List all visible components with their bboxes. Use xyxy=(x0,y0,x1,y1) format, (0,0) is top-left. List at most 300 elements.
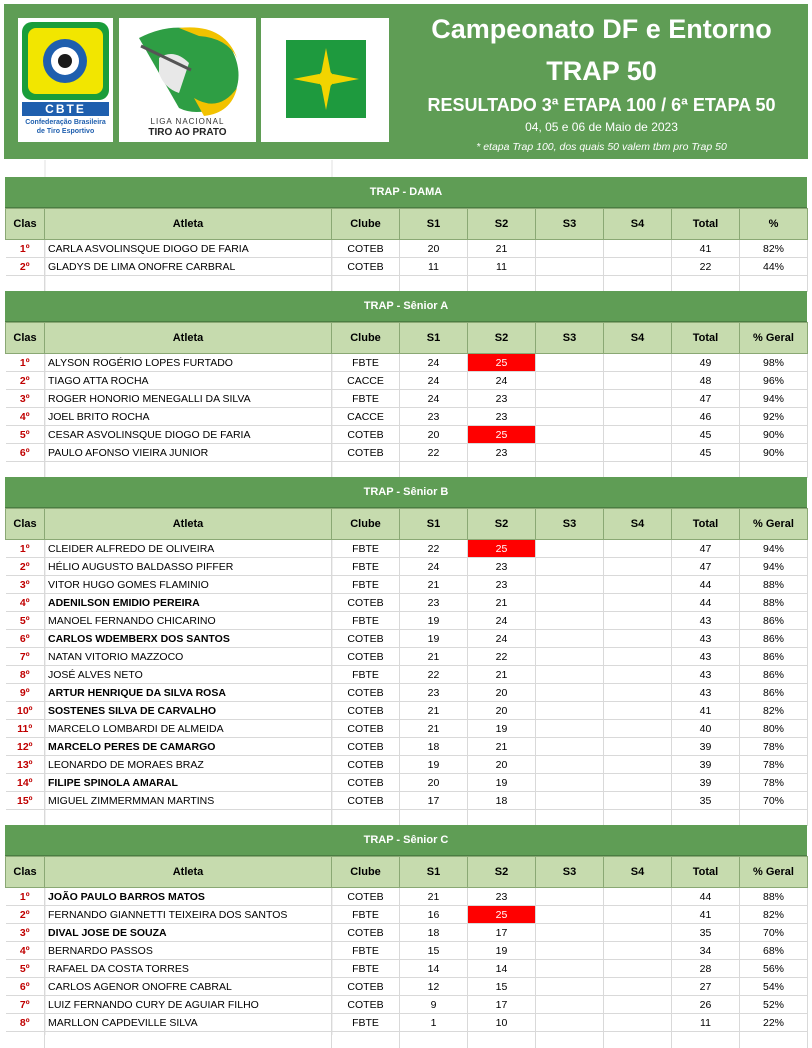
empty-cell xyxy=(740,276,808,293)
column-header: S2 xyxy=(468,209,536,240)
cell-s2: 23 xyxy=(468,444,536,462)
cell-pct: 22% xyxy=(740,1014,808,1032)
cell-s2: 19 xyxy=(468,720,536,738)
column-header: S4 xyxy=(604,857,672,888)
cell-pct: 86% xyxy=(740,648,808,666)
cell-s4 xyxy=(604,924,672,942)
table-row xyxy=(6,906,808,924)
cell-s2: 14 xyxy=(468,960,536,978)
section-title: TRAP - Sênior B xyxy=(5,477,807,508)
section-dama xyxy=(5,177,807,292)
table-row xyxy=(6,576,808,594)
table-row xyxy=(6,240,808,258)
empty-cell xyxy=(536,810,604,827)
cell-pct: 88% xyxy=(740,576,808,594)
cell-atleta: GLADYS DE LIMA ONOFRE CARBRAL xyxy=(45,258,332,276)
cell-s1: 20 xyxy=(400,240,468,258)
cell-pct: 94% xyxy=(740,390,808,408)
cell-clube: COTEB xyxy=(332,240,400,258)
cell-s4 xyxy=(604,684,672,702)
cell-s1: 24 xyxy=(400,558,468,576)
cell-total: 43 xyxy=(672,648,740,666)
cell-clas: 1º xyxy=(6,888,45,906)
cell-atleta: CARLOS AGENOR ONOFRE CABRAL xyxy=(45,978,332,996)
cell-s2: 24 xyxy=(468,630,536,648)
empty-cell xyxy=(468,276,536,293)
cell-total: 43 xyxy=(672,630,740,648)
empty-cell xyxy=(604,1032,672,1048)
cell-clas: 9º xyxy=(6,684,45,702)
cell-s1: 21 xyxy=(400,702,468,720)
cell-s4 xyxy=(604,738,672,756)
cell-total: 39 xyxy=(672,774,740,792)
cell-clas: 2º xyxy=(6,906,45,924)
cell-total: 28 xyxy=(672,960,740,978)
cell-s2: 25 xyxy=(468,426,536,444)
cell-s4 xyxy=(604,594,672,612)
section-senior-b xyxy=(5,477,807,826)
table-row xyxy=(6,666,808,684)
cell-s3 xyxy=(536,924,604,942)
column-header: S2 xyxy=(468,857,536,888)
cell-s4 xyxy=(604,258,672,276)
liga-line2: TIRO AO PRATO xyxy=(119,127,256,138)
cell-pct: 82% xyxy=(740,702,808,720)
cell-s4 xyxy=(604,372,672,390)
cell-s4 xyxy=(604,648,672,666)
cell-clas: 4º xyxy=(6,408,45,426)
table-row xyxy=(6,390,808,408)
cell-s4 xyxy=(604,720,672,738)
table-row xyxy=(6,444,808,462)
cell-clube: COTEB xyxy=(332,978,400,996)
cell-s4 xyxy=(604,630,672,648)
column-header: S3 xyxy=(536,509,604,540)
cell-s4 xyxy=(604,576,672,594)
column-header: Clube xyxy=(332,323,400,354)
cell-atleta: MARLLON CAPDEVILLE SILVA xyxy=(45,1014,332,1032)
column-header: Clas xyxy=(6,509,45,540)
table-row xyxy=(6,756,808,774)
cbte-caption-1: Confederação Brasileira xyxy=(18,119,113,126)
cell-total: 40 xyxy=(672,720,740,738)
cell-total: 34 xyxy=(672,942,740,960)
cell-clas: 6º xyxy=(6,630,45,648)
cell-atleta: ROGER HONORIO MENEGALLI DA SILVA xyxy=(45,390,332,408)
cell-s4 xyxy=(604,408,672,426)
column-header: Clube xyxy=(332,209,400,240)
cell-clube: FBTE xyxy=(332,558,400,576)
cell-s3 xyxy=(536,684,604,702)
cell-s1: 17 xyxy=(400,792,468,810)
empty-cell xyxy=(536,1032,604,1048)
empty-cell xyxy=(740,1032,808,1048)
cell-s1: 14 xyxy=(400,960,468,978)
cell-clas: 8º xyxy=(6,666,45,684)
cell-clas: 1º xyxy=(6,540,45,558)
cell-clas: 5º xyxy=(6,960,45,978)
cell-s3 xyxy=(536,1014,604,1032)
table-row xyxy=(6,978,808,996)
cell-clube: CACCE xyxy=(332,372,400,390)
column-header: S4 xyxy=(604,323,672,354)
cell-clube: COTEB xyxy=(332,720,400,738)
cell-s3 xyxy=(536,630,604,648)
cell-s2: 21 xyxy=(468,738,536,756)
cell-clube: COTEB xyxy=(332,924,400,942)
cell-total: 41 xyxy=(672,906,740,924)
cell-total: 48 xyxy=(672,372,740,390)
cell-total: 22 xyxy=(672,258,740,276)
table-header-row xyxy=(6,323,808,354)
cell-total: 49 xyxy=(672,354,740,372)
cell-total: 41 xyxy=(672,240,740,258)
cell-s2: 24 xyxy=(468,612,536,630)
column-header: Clube xyxy=(332,857,400,888)
cell-s1: 21 xyxy=(400,576,468,594)
event-date: 04, 05 e 06 de Maio de 2023 xyxy=(399,120,804,134)
column-header: S4 xyxy=(604,209,672,240)
cell-atleta: SOSTENES SILVA DE CARVALHO xyxy=(45,702,332,720)
cell-s3 xyxy=(536,978,604,996)
cell-s1: 9 xyxy=(400,996,468,1014)
cell-total: 47 xyxy=(672,558,740,576)
cell-s3 xyxy=(536,594,604,612)
spacer-row xyxy=(6,276,808,293)
cell-atleta: BERNARDO PASSOS xyxy=(45,942,332,960)
cell-clas: 2º xyxy=(6,558,45,576)
column-header: S1 xyxy=(400,509,468,540)
cell-clas: 4º xyxy=(6,942,45,960)
cell-atleta: ALYSON ROGÉRIO LOPES FURTADO xyxy=(45,354,332,372)
results-table xyxy=(5,856,808,1048)
cell-atleta: MANOEL FERNANDO CHICARINO xyxy=(45,612,332,630)
cell-clas: 14º xyxy=(6,774,45,792)
cell-total: 47 xyxy=(672,540,740,558)
cell-total: 43 xyxy=(672,666,740,684)
cell-clube: FBTE xyxy=(332,576,400,594)
cell-s4 xyxy=(604,996,672,1014)
cell-s4 xyxy=(604,444,672,462)
column-header: % Geral xyxy=(740,323,808,354)
empty-cell xyxy=(332,810,400,827)
empty-cell xyxy=(45,1032,332,1048)
cell-clas: 7º xyxy=(6,648,45,666)
cell-pct: 54% xyxy=(740,978,808,996)
cell-clas: 15º xyxy=(6,792,45,810)
page-title: Campeonato DF e Entorno xyxy=(399,14,804,45)
cell-clube: FBTE xyxy=(332,1014,400,1032)
column-header: S2 xyxy=(468,323,536,354)
cell-s1: 15 xyxy=(400,942,468,960)
column-header: Clas xyxy=(6,857,45,888)
cell-atleta: CARLA ASVOLINSQUE DIOGO DE FARIA xyxy=(45,240,332,258)
cell-clube: FBTE xyxy=(332,390,400,408)
cell-total: 26 xyxy=(672,996,740,1014)
cbte-logo xyxy=(18,18,113,142)
cell-s2: 23 xyxy=(468,558,536,576)
cell-clube: COTEB xyxy=(332,702,400,720)
cell-s1: 20 xyxy=(400,774,468,792)
cell-s3 xyxy=(536,960,604,978)
cell-clas: 1º xyxy=(6,354,45,372)
cell-s1: 22 xyxy=(400,444,468,462)
cell-total: 43 xyxy=(672,612,740,630)
liga-nacional-logo xyxy=(119,18,256,142)
cell-total: 39 xyxy=(672,738,740,756)
cell-clube: FBTE xyxy=(332,960,400,978)
column-header: Total xyxy=(672,209,740,240)
cell-atleta: LEONARDO DE MORAES BRAZ xyxy=(45,756,332,774)
cell-s2: 25 xyxy=(468,354,536,372)
cell-clube: COTEB xyxy=(332,426,400,444)
cell-pct: 82% xyxy=(740,240,808,258)
cell-s1: 21 xyxy=(400,720,468,738)
table-row xyxy=(6,594,808,612)
column-header: S1 xyxy=(400,209,468,240)
cell-total: 43 xyxy=(672,684,740,702)
cell-s4 xyxy=(604,906,672,924)
cell-s3 xyxy=(536,576,604,594)
table-row xyxy=(6,684,808,702)
cell-clas: 1º xyxy=(6,240,45,258)
cell-pct: 86% xyxy=(740,612,808,630)
table-header-row xyxy=(6,857,808,888)
cell-s1: 24 xyxy=(400,372,468,390)
column-header: Clas xyxy=(6,209,45,240)
column-header: Clas xyxy=(6,323,45,354)
column-header: Atleta xyxy=(45,209,332,240)
cell-pct: 44% xyxy=(740,258,808,276)
cell-clas: 7º xyxy=(6,996,45,1014)
column-header: % xyxy=(740,209,808,240)
cell-atleta: JOSÉ ALVES NETO xyxy=(45,666,332,684)
cell-s4 xyxy=(604,960,672,978)
empty-cell xyxy=(400,276,468,293)
empty-cell xyxy=(604,276,672,293)
column-header: S3 xyxy=(536,857,604,888)
cell-s3 xyxy=(536,756,604,774)
column-header: S1 xyxy=(400,323,468,354)
empty-cell xyxy=(400,810,468,827)
cell-s1: 19 xyxy=(400,612,468,630)
table-row xyxy=(6,540,808,558)
cell-atleta: CLEIDER ALFREDO DE OLIVEIRA xyxy=(45,540,332,558)
cell-pct: 98% xyxy=(740,354,808,372)
cell-atleta: NATAN VITORIO MAZZOCO xyxy=(45,648,332,666)
cell-pct: 70% xyxy=(740,792,808,810)
empty-cell xyxy=(604,462,672,479)
empty-cell xyxy=(536,462,604,479)
cell-s3 xyxy=(536,774,604,792)
cell-s4 xyxy=(604,756,672,774)
cell-s2: 21 xyxy=(468,594,536,612)
cell-s2: 20 xyxy=(468,684,536,702)
cell-s2: 23 xyxy=(468,408,536,426)
empty-cell xyxy=(740,810,808,827)
column-header: S2 xyxy=(468,509,536,540)
cell-s1: 18 xyxy=(400,924,468,942)
empty-cell xyxy=(400,1032,468,1048)
cell-clas: 10º xyxy=(6,702,45,720)
cell-pct: 70% xyxy=(740,924,808,942)
table-row xyxy=(6,630,808,648)
cell-pct: 78% xyxy=(740,738,808,756)
column-header: Atleta xyxy=(45,323,332,354)
cell-pct: 80% xyxy=(740,720,808,738)
cell-s1: 19 xyxy=(400,756,468,774)
table-row xyxy=(6,648,808,666)
cell-s4 xyxy=(604,888,672,906)
cell-atleta: RAFAEL DA COSTA TORRES xyxy=(45,960,332,978)
cell-s1: 23 xyxy=(400,594,468,612)
cell-s2: 10 xyxy=(468,1014,536,1032)
empty-cell xyxy=(468,810,536,827)
spacer-row xyxy=(6,810,808,827)
results-subtitle: RESULTADO 3ª ETAPA 100 / 6ª ETAPA 50 xyxy=(399,95,804,116)
cell-s1: 24 xyxy=(400,390,468,408)
cell-pct: 78% xyxy=(740,774,808,792)
cell-pct: 90% xyxy=(740,426,808,444)
cell-atleta: CARLOS WDEMBERX DOS SANTOS xyxy=(45,630,332,648)
cell-s4 xyxy=(604,612,672,630)
column-header: S3 xyxy=(536,323,604,354)
table-row xyxy=(6,924,808,942)
cell-s1: 24 xyxy=(400,354,468,372)
cell-atleta: FILIPE SPINOLA AMARAL xyxy=(45,774,332,792)
cell-s4 xyxy=(604,1014,672,1032)
cell-s2: 23 xyxy=(468,576,536,594)
cell-s4 xyxy=(604,354,672,372)
column-header: % Geral xyxy=(740,509,808,540)
cell-pct: 92% xyxy=(740,408,808,426)
empty-cell xyxy=(45,276,332,293)
cell-s3 xyxy=(536,558,604,576)
cell-s3 xyxy=(536,426,604,444)
cell-s1: 21 xyxy=(400,888,468,906)
cell-total: 45 xyxy=(672,426,740,444)
cell-s2: 25 xyxy=(468,540,536,558)
cell-s1: 23 xyxy=(400,684,468,702)
cell-s2: 11 xyxy=(468,258,536,276)
cell-s2: 17 xyxy=(468,996,536,1014)
table-row xyxy=(6,774,808,792)
cell-s3 xyxy=(536,354,604,372)
cell-clas: 6º xyxy=(6,444,45,462)
cell-pct: 90% xyxy=(740,444,808,462)
empty-cell xyxy=(672,462,740,479)
cell-total: 41 xyxy=(672,702,740,720)
cell-clas: 13º xyxy=(6,756,45,774)
cell-total: 35 xyxy=(672,792,740,810)
cell-s1: 21 xyxy=(400,648,468,666)
cell-clube: FBTE xyxy=(332,540,400,558)
cell-atleta: DIVAL JOSE DE SOUZA xyxy=(45,924,332,942)
empty-cell xyxy=(332,276,400,293)
table-row xyxy=(6,258,808,276)
cell-s2: 24 xyxy=(468,372,536,390)
empty-cell xyxy=(672,276,740,293)
cell-s3 xyxy=(536,996,604,1014)
cell-clas: 5º xyxy=(6,612,45,630)
empty-cell xyxy=(604,810,672,827)
cell-s4 xyxy=(604,774,672,792)
cell-clube: COTEB xyxy=(332,258,400,276)
cell-pct: 86% xyxy=(740,630,808,648)
df-flag-icon xyxy=(261,18,389,142)
cell-total: 44 xyxy=(672,576,740,594)
cell-clube: COTEB xyxy=(332,648,400,666)
cell-s2: 23 xyxy=(468,390,536,408)
event-note: * etapa Trap 100, dos quais 50 valem tbm pro Trap 50 xyxy=(399,141,804,153)
cell-clube: FBTE xyxy=(332,354,400,372)
cell-pct: 94% xyxy=(740,558,808,576)
cell-atleta: LUIZ FERNANDO CURY DE AGUIAR FILHO xyxy=(45,996,332,1014)
spacer-row xyxy=(6,1032,808,1048)
table-row xyxy=(6,426,808,444)
cell-clube: FBTE xyxy=(332,666,400,684)
cell-s4 xyxy=(604,942,672,960)
cell-atleta: CESAR ASVOLINSQUE DIOGO DE FARIA xyxy=(45,426,332,444)
empty-cell xyxy=(400,462,468,479)
cell-s2: 19 xyxy=(468,942,536,960)
cell-s1: 22 xyxy=(400,666,468,684)
cell-clube: COTEB xyxy=(332,630,400,648)
cell-s2: 20 xyxy=(468,702,536,720)
empty-cell xyxy=(468,1032,536,1048)
cell-s3 xyxy=(536,792,604,810)
empty-cell xyxy=(6,462,45,479)
cell-clas: 3º xyxy=(6,576,45,594)
header-banner xyxy=(4,4,808,159)
cell-s2: 15 xyxy=(468,978,536,996)
cell-s1: 19 xyxy=(400,630,468,648)
cell-pct: 86% xyxy=(740,684,808,702)
cell-total: 44 xyxy=(672,594,740,612)
table-row xyxy=(6,738,808,756)
cell-s2: 25 xyxy=(468,906,536,924)
column-header: S1 xyxy=(400,857,468,888)
cell-clas: 6º xyxy=(6,978,45,996)
cell-s4 xyxy=(604,390,672,408)
table-row xyxy=(6,702,808,720)
cell-atleta: VITOR HUGO GOMES FLAMINIO xyxy=(45,576,332,594)
cell-s1: 16 xyxy=(400,906,468,924)
cell-clube: COTEB xyxy=(332,594,400,612)
cell-atleta: TIAGO ATTA ROCHA xyxy=(45,372,332,390)
table-header-row xyxy=(6,509,808,540)
cell-s2: 22 xyxy=(468,648,536,666)
liga-line1: LIGA NACIONAL xyxy=(119,117,256,126)
empty-cell xyxy=(672,810,740,827)
table-row xyxy=(6,612,808,630)
cell-s2: 21 xyxy=(468,240,536,258)
column-header: Clube xyxy=(332,509,400,540)
cell-pct: 88% xyxy=(740,888,808,906)
column-header: Total xyxy=(672,857,740,888)
table-row xyxy=(6,888,808,906)
cell-s1: 23 xyxy=(400,408,468,426)
cell-s3 xyxy=(536,648,604,666)
cell-s3 xyxy=(536,612,604,630)
cell-atleta: PAULO AFONSO VIEIRA JUNIOR xyxy=(45,444,332,462)
cell-atleta: ARTUR HENRIQUE DA SILVA ROSA xyxy=(45,684,332,702)
cell-atleta: MIGUEL ZIMMERMMAN MARTINS xyxy=(45,792,332,810)
cell-clube: COTEB xyxy=(332,684,400,702)
cell-clas: 2º xyxy=(6,372,45,390)
empty-cell xyxy=(536,276,604,293)
section-title: TRAP - Sênior C xyxy=(5,825,807,856)
